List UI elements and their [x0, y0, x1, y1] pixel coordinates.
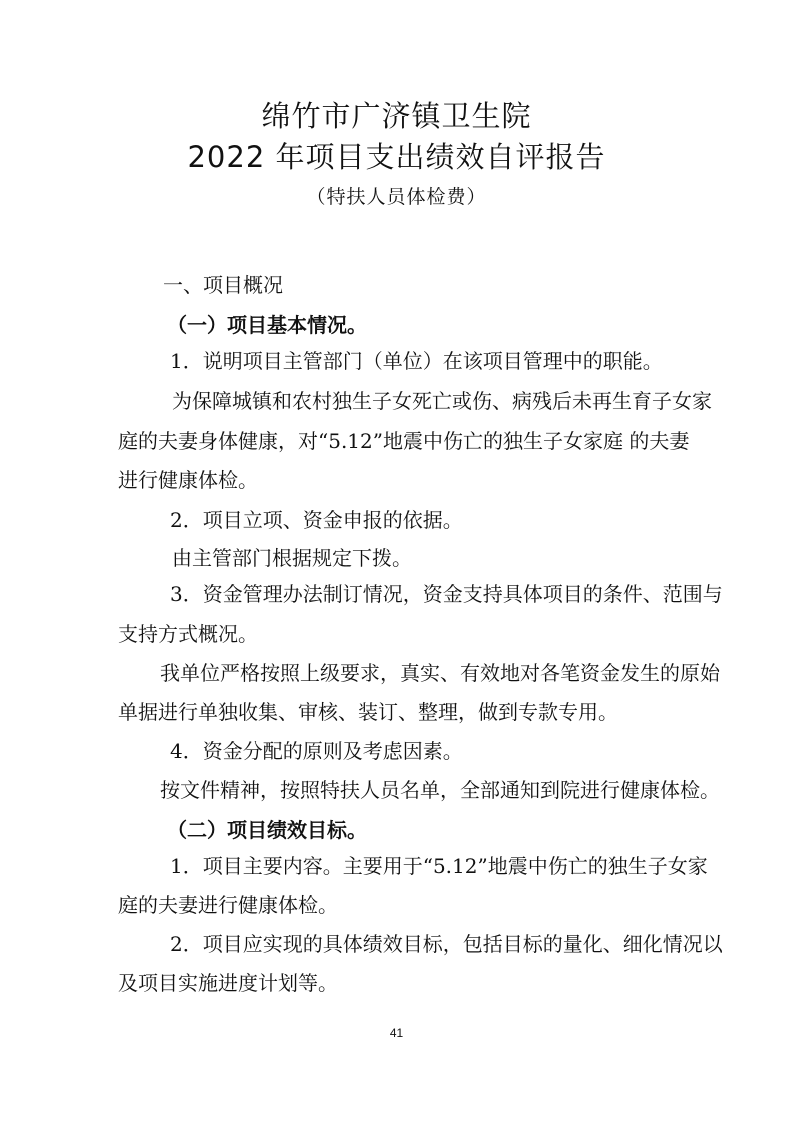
goal2-line: 2．项目应实现的具体绩效目标，包括目标的量化、细化情况以	[170, 932, 723, 956]
report-title-line2: 2022 年项目支出绩效自评报告	[187, 140, 606, 174]
item3-title-line: 支持方式概况。	[118, 622, 258, 646]
item3-paragraph-line: 我单位严格按照上级要求，真实、有效地对各笔资金发生的原始	[160, 661, 720, 685]
item2-paragraph: 由主管部门根据规定下拨。	[172, 546, 412, 570]
section-heading-overview: 一、项目概况	[163, 273, 283, 297]
item3-paragraph-line: 单据进行单独收集、审核、装订、整理，做到专款专用。	[118, 700, 618, 724]
page-number: 41	[389, 1026, 404, 1040]
item1-title: 1．说明项目主管部门（单位）在该项目管理中的职能。	[170, 349, 663, 373]
report-title-line1: 绵竹市广济镇卫生院	[261, 99, 532, 133]
item1-paragraph-line: 庭的夫妻身体健康，对“5.12”地震中伤亡的独生子女家庭 的夫妻	[118, 429, 690, 453]
item1-paragraph-line: 为保障城镇和农村独生子女死亡或伤、病残后未再生育子女家	[172, 389, 712, 413]
item2-title: 2．项目立项、资金申报的依据。	[170, 508, 463, 532]
item3-title-line: 3．资金管理办法制订情况，资金支持具体项目的条件、范围与	[170, 582, 723, 606]
subsection-heading-basic-info: （一）项目基本情况。	[167, 313, 367, 337]
goal1-line: 1．项目主要内容。主要用于“5.12”地震中伤亡的独生子女家	[170, 854, 708, 878]
goal1-line: 庭的夫妻进行健康体检。	[118, 893, 338, 917]
item4-paragraph: 按文件精神，按照特扶人员名单，全部通知到院进行健康体检。	[160, 778, 720, 802]
goal2-line: 及项目实施进度计划等。	[118, 971, 338, 995]
subsection-heading-performance-goals: （二）项目绩效目标。	[167, 818, 367, 842]
item1-paragraph-line: 进行健康体检。	[118, 468, 258, 492]
item4-title: 4．资金分配的原则及考虑因素。	[170, 739, 463, 763]
report-subtitle: （特扶人员体检费）	[306, 186, 487, 208]
